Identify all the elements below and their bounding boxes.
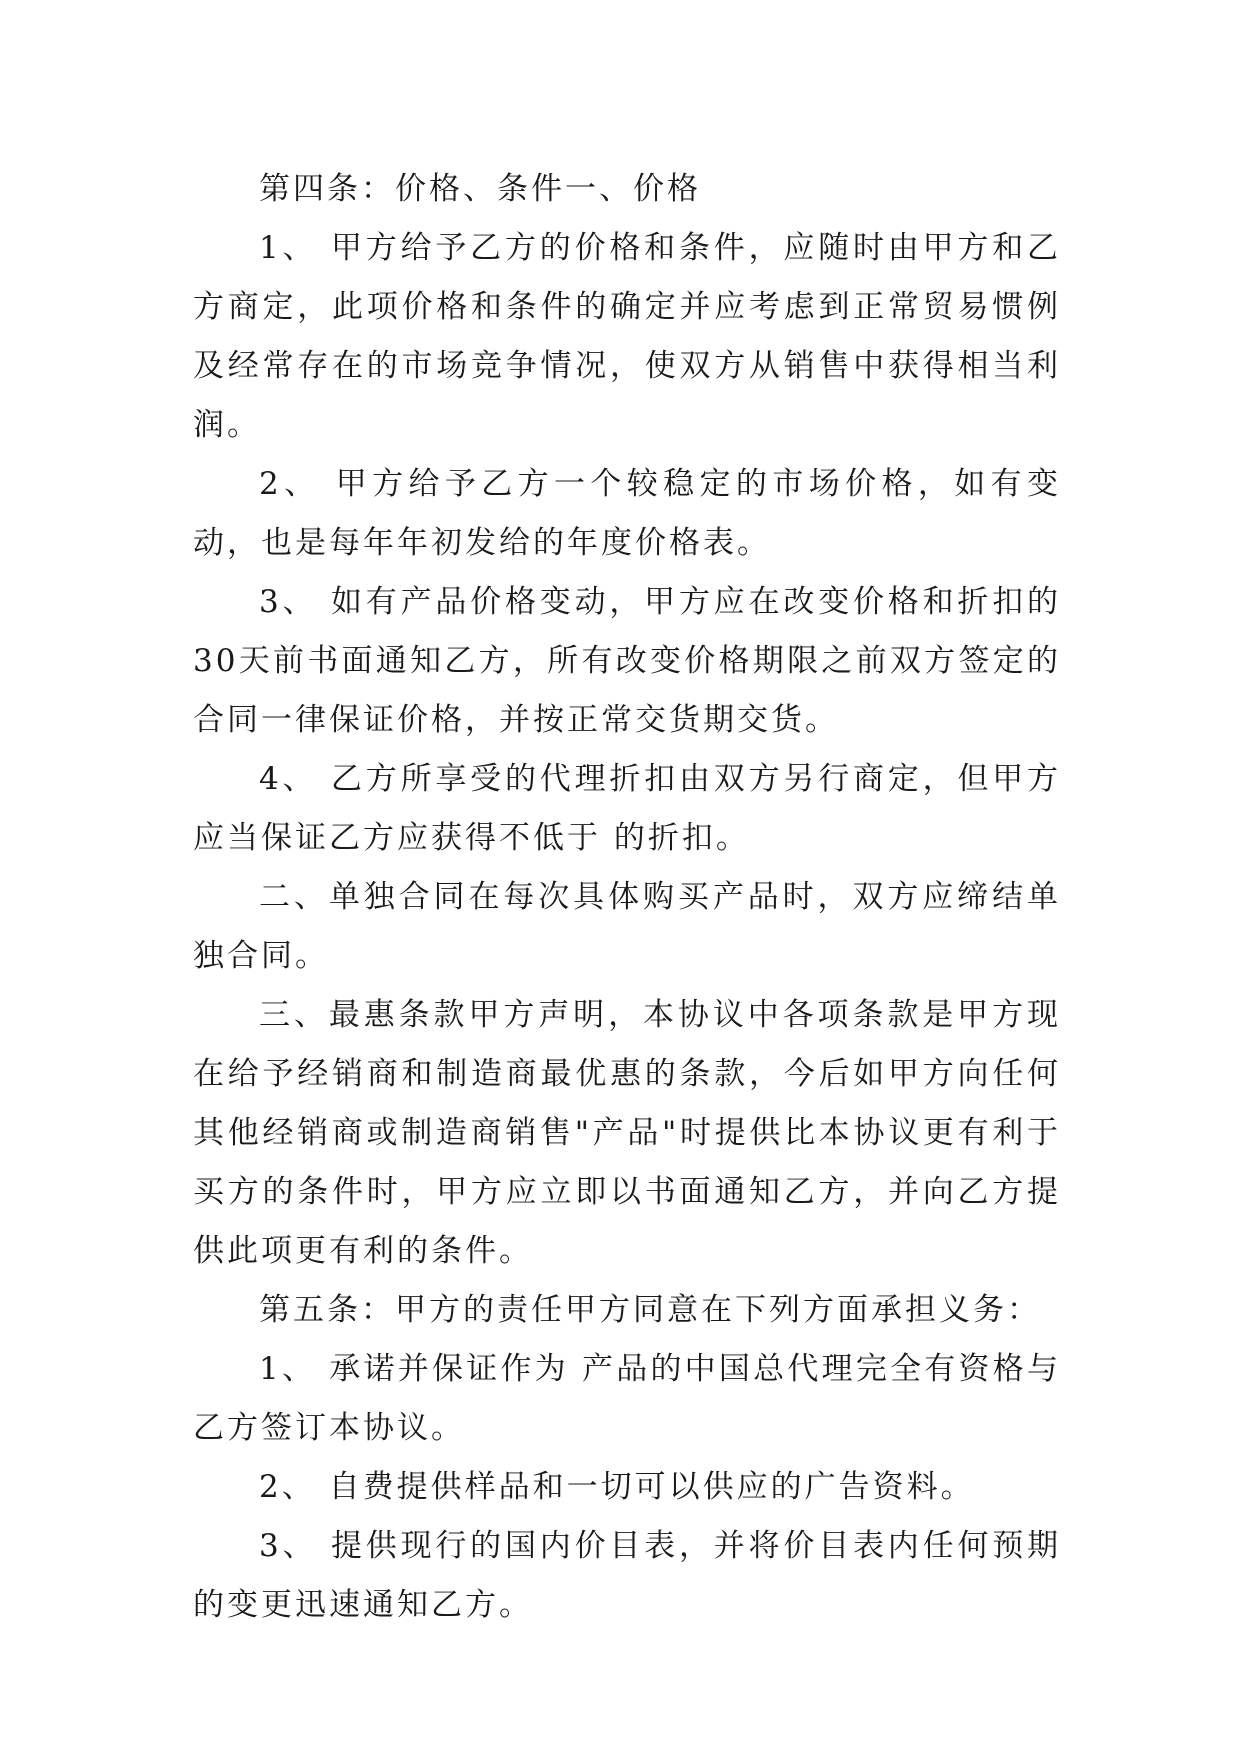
most-favored-clause: 三、最惠条款甲方声明，本协议中各项条款是甲方现在给予经销商和制造商最优惠的条款，今后如甲方向任何其他经销商或制造商销售"产品"时提供比本协议更有利于买方的条件时，甲方应立即以书面通知乙方，并向乙方提供此项更有利的条件。 (193, 997, 1061, 1269)
article-4-item-1: 1、 甲方给予乙方的价格和条件，应随时由甲方和乙方商定，此项价格和条件的确定并应考虑到正常贸易惯例及经常存在的市场竞争情况，使双方从销售中获得相当利润。 (193, 230, 1061, 443)
article-4-heading: 第四条：价格、条件一、价格 (259, 171, 701, 207)
article-4-item-3: 3、 如有产品价格变动，甲方应在改变价格和折扣的30天前书面通知乙方，所有改变价格期限之前双方签定的合同一律保证价格，并按正常交货期交货。 (193, 584, 1061, 738)
article-5-heading: 第五条：甲方的责任甲方同意在下列方面承担义务： (259, 1292, 1041, 1328)
article-5-item-3: 3、 提供现行的国内价目表，并将价目表内任何预期的变更迅速通知乙方。 (193, 1528, 1061, 1623)
article-4-item-2: 2、 甲方给予乙方一个较稳定的市场价格，如有变动，也是每年年初发给的年度价格表。 (193, 466, 1061, 561)
article-4-item-4: 4、 乙方所享受的代理折扣由双方另行商定，但甲方应当保证乙方应获得不低于 的折扣。 (193, 761, 1061, 856)
document-body (193, 160, 1061, 1635)
article-5-item-2: 2、 自费提供样品和一切可以供应的广告资料。 (259, 1469, 975, 1505)
separate-contract-clause: 二、单独合同在每次具体购买产品时，双方应缔结单独合同。 (193, 879, 1061, 974)
article-5-item-1: 1、 承诺并保证作为 产品的中国总代理完全有资格与乙方签订本协议。 (193, 1351, 1061, 1446)
